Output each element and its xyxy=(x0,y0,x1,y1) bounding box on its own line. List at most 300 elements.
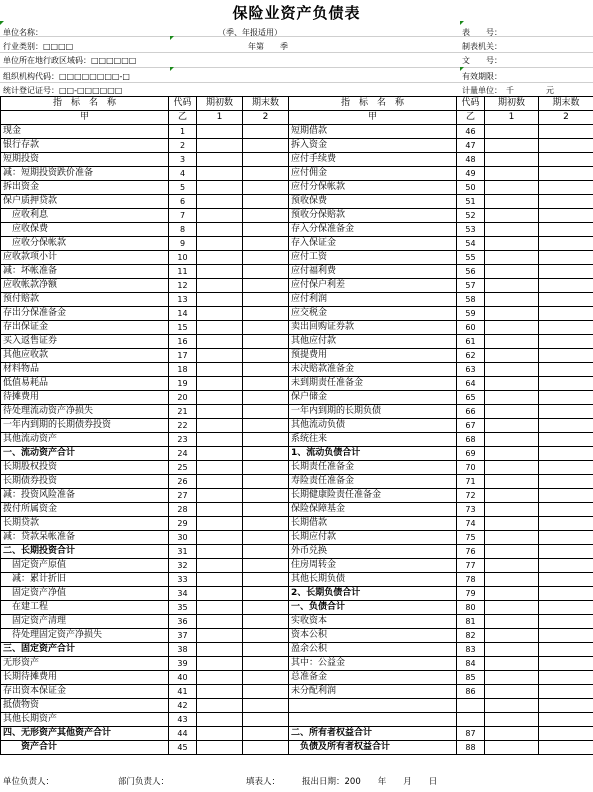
liability-begin-value xyxy=(485,727,539,741)
table-row xyxy=(1,713,593,727)
liability-begin-value xyxy=(485,447,539,461)
liability-end-value xyxy=(539,419,593,433)
asset-begin-value xyxy=(197,545,243,559)
liability-item-name: 总准备金 xyxy=(289,671,457,685)
table-row xyxy=(1,265,593,279)
liability-end-value xyxy=(539,209,593,223)
liability-end-value xyxy=(539,349,593,363)
table-body xyxy=(1,97,593,755)
liability-item-name: 二、所有者权益合计 xyxy=(289,727,457,741)
liability-item-name: 2、长期负债合计 xyxy=(289,587,457,601)
asset-end-value xyxy=(243,419,289,433)
liability-item-name: 其他长期负债 xyxy=(289,573,457,587)
asset-begin-value xyxy=(197,335,243,349)
liability-item-name: 长期责任准备金 xyxy=(289,461,457,475)
liability-end-value xyxy=(539,629,593,643)
asset-item-name: 长期贷款 xyxy=(1,517,169,531)
asset-begin-value xyxy=(197,251,243,265)
liability-item-name: 寿险责任准备金 xyxy=(289,475,457,489)
asset-begin-value xyxy=(197,195,243,209)
liability-end-value xyxy=(539,699,593,713)
asset-item-code: 41 xyxy=(169,685,197,699)
asset-end-value xyxy=(243,643,289,657)
liability-item-name: 保户储金 xyxy=(289,391,457,405)
table-row xyxy=(1,377,593,391)
table-row xyxy=(1,447,593,461)
asset-item-name: 应收分保帐款 xyxy=(1,237,169,251)
liability-end-value xyxy=(539,377,593,391)
asset-begin-value xyxy=(197,517,243,531)
liability-begin-value xyxy=(485,237,539,251)
table-row xyxy=(1,727,593,741)
table-row xyxy=(1,223,593,237)
asset-end-value xyxy=(243,433,289,447)
col-header-end-right: 期末数 xyxy=(539,97,593,111)
liability-item-name: 拆入资金 xyxy=(289,139,457,153)
asset-end-value xyxy=(243,475,289,489)
liability-begin-value xyxy=(485,195,539,209)
asset-item-name: 低值易耗品 xyxy=(1,377,169,391)
liability-item-name: 应交税金 xyxy=(289,307,457,321)
asset-begin-value xyxy=(197,713,243,727)
asset-item-code: 35 xyxy=(169,601,197,615)
table-row xyxy=(1,195,593,209)
asset-item-code: 36 xyxy=(169,615,197,629)
table-row xyxy=(1,699,593,713)
asset-item-code: 39 xyxy=(169,657,197,671)
asset-item-code: 45 xyxy=(169,741,197,755)
asset-item-name: 减：投资风险准备 xyxy=(1,489,169,503)
table-row xyxy=(1,139,593,153)
unit-of-measure-label: 计量单位： 千 元 xyxy=(462,86,554,95)
liability-item-name: 预提费用 xyxy=(289,349,457,363)
liability-end-value xyxy=(539,391,593,405)
liability-item-code: 49 xyxy=(457,167,485,181)
asset-item-code: 44 xyxy=(169,727,197,741)
asset-item-name: 长期股权投资 xyxy=(1,461,169,475)
table-row xyxy=(1,489,593,503)
liability-item-code: 75 xyxy=(457,531,485,545)
liability-item-name: 卖出回购证券款 xyxy=(289,321,457,335)
form-number-label: 表 号： xyxy=(462,28,502,37)
col-index-yi-left: 乙 xyxy=(169,111,197,125)
liability-end-value xyxy=(539,531,593,545)
liability-end-value xyxy=(539,671,593,685)
form-title: 保险业资产负债表 xyxy=(232,4,361,22)
validity-label: 有效期限： xyxy=(462,72,502,81)
liability-item-name: 应付分保帐款 xyxy=(289,181,457,195)
asset-begin-value xyxy=(197,601,243,615)
asset-item-name: 一年内到期的长期债券投资 xyxy=(1,419,169,433)
asset-item-name: 减：短期投资跌价准备 xyxy=(1,167,169,181)
liability-begin-value xyxy=(485,475,539,489)
table-row xyxy=(1,349,593,363)
table-row xyxy=(1,671,593,685)
liability-begin-value xyxy=(485,265,539,279)
liability-begin-value xyxy=(485,209,539,223)
asset-end-value xyxy=(243,587,289,601)
asset-end-value xyxy=(243,125,289,139)
asset-begin-value xyxy=(197,139,243,153)
asset-end-value xyxy=(243,209,289,223)
liability-begin-value xyxy=(485,405,539,419)
liability-item-code: 63 xyxy=(457,363,485,377)
table-row xyxy=(1,601,593,615)
liability-item-code: 55 xyxy=(457,251,485,265)
liability-begin-value xyxy=(485,629,539,643)
asset-item-code: 14 xyxy=(169,307,197,321)
asset-item-code: 24 xyxy=(169,447,197,461)
document-number-label: 文 号： xyxy=(462,56,502,65)
table-row xyxy=(1,475,593,489)
liability-item-code: 74 xyxy=(457,517,485,531)
asset-end-value xyxy=(243,657,289,671)
liability-item-name: 一、负债合计 xyxy=(289,601,457,615)
liability-end-value xyxy=(539,503,593,517)
liability-item-code: 56 xyxy=(457,265,485,279)
asset-item-name: 四、无形资产其他资产合计 xyxy=(1,727,169,741)
footer-report-date: 报出日期：200 年 月 日 xyxy=(302,777,438,787)
liability-item-code: 77 xyxy=(457,559,485,573)
asset-end-value xyxy=(243,699,289,713)
liability-end-value xyxy=(539,573,593,587)
liability-item-name: 保险保障基金 xyxy=(289,503,457,517)
liability-end-value xyxy=(539,251,593,265)
asset-end-value xyxy=(243,601,289,615)
column-header-row xyxy=(1,97,593,111)
asset-end-value xyxy=(243,517,289,531)
liability-item-code: 81 xyxy=(457,615,485,629)
liability-item-name: 盈余公积 xyxy=(289,643,457,657)
asset-begin-value xyxy=(197,223,243,237)
liability-end-value xyxy=(539,489,593,503)
liability-item-code: 78 xyxy=(457,573,485,587)
table-row xyxy=(1,307,593,321)
liability-begin-value xyxy=(485,713,539,727)
liability-item-code: 71 xyxy=(457,475,485,489)
asset-item-code: 34 xyxy=(169,587,197,601)
org-code-label: 组织机构代码：□□□□□□□□-□ xyxy=(3,72,130,81)
asset-end-value xyxy=(243,307,289,321)
asset-end-value xyxy=(243,559,289,573)
liability-begin-value xyxy=(485,279,539,293)
liability-item-code: 46 xyxy=(457,125,485,139)
asset-begin-value xyxy=(197,419,243,433)
liability-end-value xyxy=(539,279,593,293)
asset-item-name: 材料物品 xyxy=(1,363,169,377)
asset-end-value xyxy=(243,405,289,419)
liability-end-value xyxy=(539,461,593,475)
asset-end-value xyxy=(243,713,289,727)
asset-item-name: 银行存款 xyxy=(1,139,169,153)
region-code-label: 单位所在地行政区域码：□□□□□□ xyxy=(3,56,137,65)
liability-end-value xyxy=(539,139,593,153)
asset-item-code: 31 xyxy=(169,545,197,559)
liability-item-code: 88 xyxy=(457,741,485,755)
asset-begin-value xyxy=(197,489,243,503)
table-row xyxy=(1,685,593,699)
asset-item-code: 6 xyxy=(169,195,197,209)
liability-item-code: 57 xyxy=(457,279,485,293)
asset-begin-value xyxy=(197,181,243,195)
asset-begin-value xyxy=(197,727,243,741)
liability-end-value xyxy=(539,405,593,419)
col-index-1-left: 1 xyxy=(197,111,243,125)
col-index-2-right: 2 xyxy=(539,111,593,125)
asset-item-name: 拨付所属资金 xyxy=(1,503,169,517)
table-row xyxy=(1,587,593,601)
asset-end-value xyxy=(243,685,289,699)
table-row xyxy=(1,657,593,671)
liability-item-code: 67 xyxy=(457,419,485,433)
column-index-row xyxy=(1,111,593,125)
liability-begin-value xyxy=(485,685,539,699)
col-header-begin-left: 期初数 xyxy=(197,97,243,111)
asset-item-name: 无形资产 xyxy=(1,657,169,671)
liability-end-value xyxy=(539,615,593,629)
asset-item-name: 减：累计折旧 xyxy=(1,573,169,587)
liability-end-value xyxy=(539,475,593,489)
asset-item-code: 30 xyxy=(169,531,197,545)
liability-item-code: 58 xyxy=(457,293,485,307)
unit-name-label: 单位名称： xyxy=(3,28,43,37)
liability-begin-value xyxy=(485,391,539,405)
asset-item-name: 存出资本保证金 xyxy=(1,685,169,699)
liability-item-code: 54 xyxy=(457,237,485,251)
liability-end-value xyxy=(539,727,593,741)
liability-item-name: 其中：公益金 xyxy=(289,657,457,671)
asset-end-value xyxy=(243,629,289,643)
liability-begin-value xyxy=(485,181,539,195)
asset-item-code: 37 xyxy=(169,629,197,643)
asset-begin-value xyxy=(197,377,243,391)
asset-end-value xyxy=(243,139,289,153)
liability-item-code: 59 xyxy=(457,307,485,321)
asset-begin-value xyxy=(197,321,243,335)
asset-item-code: 29 xyxy=(169,517,197,531)
liability-item-code: 51 xyxy=(457,195,485,209)
liability-item-code: 69 xyxy=(457,447,485,461)
stat-code-label: 统计登记证号：□□-□□□□□□ xyxy=(3,86,123,95)
col-header-begin-right: 期初数 xyxy=(485,97,539,111)
asset-item-code: 33 xyxy=(169,573,197,587)
asset-item-code: 28 xyxy=(169,503,197,517)
asset-begin-value xyxy=(197,741,243,755)
asset-end-value xyxy=(243,349,289,363)
col-index-jia-left: 甲 xyxy=(1,111,169,125)
liability-item-code: 60 xyxy=(457,321,485,335)
asset-begin-value xyxy=(197,573,243,587)
liability-item-code: 82 xyxy=(457,629,485,643)
asset-item-name: 长期债券投资 xyxy=(1,475,169,489)
liability-item-name: 未到期责任准备金 xyxy=(289,377,457,391)
liability-begin-value xyxy=(485,699,539,713)
col-header-code-right: 代码 xyxy=(457,97,485,111)
asset-end-value xyxy=(243,181,289,195)
asset-end-value xyxy=(243,615,289,629)
asset-item-code: 7 xyxy=(169,209,197,223)
liability-begin-value xyxy=(485,307,539,321)
liability-begin-value xyxy=(485,531,539,545)
asset-item-code: 40 xyxy=(169,671,197,685)
liability-item-code: 61 xyxy=(457,335,485,349)
table-row xyxy=(1,181,593,195)
liability-item-name: 外币兑换 xyxy=(289,545,457,559)
liability-begin-value xyxy=(485,615,539,629)
liability-item-code: 50 xyxy=(457,181,485,195)
balance-sheet-table xyxy=(0,96,593,755)
liability-item-name: 资本公积 xyxy=(289,629,457,643)
asset-item-name: 应收款项小计 xyxy=(1,251,169,265)
liability-end-value xyxy=(539,167,593,181)
liability-item-name: 存入保证金 xyxy=(289,237,457,251)
table-row xyxy=(1,419,593,433)
liability-begin-value xyxy=(485,419,539,433)
liability-item-code: 85 xyxy=(457,671,485,685)
table-row xyxy=(1,503,593,517)
asset-item-code: 17 xyxy=(169,349,197,363)
period-note: （季、年报适用） xyxy=(218,28,282,37)
liability-item-code: 70 xyxy=(457,461,485,475)
liability-item-name: 应付佣金 xyxy=(289,167,457,181)
asset-end-value xyxy=(243,223,289,237)
asset-item-code: 12 xyxy=(169,279,197,293)
footer-unit-head: 单位负责人： xyxy=(3,777,55,787)
asset-item-name: 应收保费 xyxy=(1,223,169,237)
table-row xyxy=(1,293,593,307)
asset-item-code: 32 xyxy=(169,559,197,573)
liability-end-value xyxy=(539,643,593,657)
liability-end-value xyxy=(539,335,593,349)
table-row xyxy=(1,433,593,447)
liability-begin-value xyxy=(485,433,539,447)
asset-end-value xyxy=(243,377,289,391)
asset-item-name: 固定资产净值 xyxy=(1,587,169,601)
liability-end-value xyxy=(539,363,593,377)
col-header-item-right: 指 标 名 称 xyxy=(289,97,457,111)
asset-end-value xyxy=(243,167,289,181)
asset-end-value xyxy=(243,153,289,167)
asset-end-value xyxy=(243,251,289,265)
asset-item-name: 一、流动资产合计 xyxy=(1,447,169,461)
table-row xyxy=(1,363,593,377)
liability-end-value xyxy=(539,237,593,251)
table-row xyxy=(1,251,593,265)
liability-begin-value xyxy=(485,587,539,601)
asset-end-value xyxy=(243,321,289,335)
liability-item-name xyxy=(289,699,457,713)
table-row xyxy=(1,279,593,293)
asset-item-name: 其他应收款 xyxy=(1,349,169,363)
liability-item-name xyxy=(289,713,457,727)
asset-item-name: 保户质押贷款 xyxy=(1,195,169,209)
asset-item-name: 预付赔款 xyxy=(1,293,169,307)
liability-item-code: 84 xyxy=(457,657,485,671)
liability-begin-value xyxy=(485,643,539,657)
table-row xyxy=(1,335,593,349)
asset-item-name: 三、固定资产合计 xyxy=(1,643,169,657)
asset-item-code: 9 xyxy=(169,237,197,251)
table-row xyxy=(1,405,593,419)
asset-item-code: 13 xyxy=(169,293,197,307)
asset-begin-value xyxy=(197,265,243,279)
liability-begin-value xyxy=(485,167,539,181)
liability-begin-value xyxy=(485,461,539,475)
col-header-end-left: 期末数 xyxy=(243,97,289,111)
table-row xyxy=(1,391,593,405)
liability-item-name: 应付工资 xyxy=(289,251,457,265)
liability-item-name: 未决赔款准备金 xyxy=(289,363,457,377)
asset-item-code: 23 xyxy=(169,433,197,447)
asset-begin-value xyxy=(197,475,243,489)
asset-item-code: 16 xyxy=(169,335,197,349)
liability-begin-value xyxy=(485,377,539,391)
table-row xyxy=(1,125,593,139)
asset-begin-value xyxy=(197,405,243,419)
asset-end-value xyxy=(243,293,289,307)
col-index-1-right: 1 xyxy=(485,111,539,125)
liability-item-code: 83 xyxy=(457,643,485,657)
table-row xyxy=(1,321,593,335)
asset-end-value xyxy=(243,489,289,503)
asset-end-value xyxy=(243,741,289,755)
liability-item-code: 72 xyxy=(457,489,485,503)
liability-begin-value xyxy=(485,601,539,615)
asset-end-value xyxy=(243,279,289,293)
liability-end-value xyxy=(539,181,593,195)
col-header-code-left: 代码 xyxy=(169,97,197,111)
liability-item-code: 68 xyxy=(457,433,485,447)
table-row xyxy=(1,629,593,643)
asset-begin-value xyxy=(197,391,243,405)
asset-begin-value xyxy=(197,531,243,545)
liability-end-value xyxy=(539,545,593,559)
liability-end-value xyxy=(539,741,593,755)
asset-item-code: 25 xyxy=(169,461,197,475)
liability-item-name: 应付福利费 xyxy=(289,265,457,279)
asset-item-name: 现金 xyxy=(1,125,169,139)
liability-end-value xyxy=(539,685,593,699)
asset-end-value xyxy=(243,237,289,251)
liability-item-code: 47 xyxy=(457,139,485,153)
liability-begin-value xyxy=(485,517,539,531)
year-quarter-label: 年第 季 xyxy=(248,42,288,51)
liability-begin-value xyxy=(485,139,539,153)
asset-item-name: 固定资产清理 xyxy=(1,615,169,629)
liability-item-code: 65 xyxy=(457,391,485,405)
liability-item-name: 预收保费 xyxy=(289,195,457,209)
asset-item-name: 待摊费用 xyxy=(1,391,169,405)
liability-item-code xyxy=(457,699,485,713)
liability-item-name: 存入分保准备金 xyxy=(289,223,457,237)
liability-item-code: 52 xyxy=(457,209,485,223)
liability-begin-value xyxy=(485,335,539,349)
liability-begin-value xyxy=(485,657,539,671)
table-row xyxy=(1,531,593,545)
liability-end-value xyxy=(539,657,593,671)
table-row xyxy=(1,643,593,657)
table-row xyxy=(1,573,593,587)
asset-begin-value xyxy=(197,363,243,377)
asset-item-name: 长期待摊费用 xyxy=(1,671,169,685)
asset-item-name: 存出保证金 xyxy=(1,321,169,335)
liability-item-code: 76 xyxy=(457,545,485,559)
asset-item-name: 应收帐款净额 xyxy=(1,279,169,293)
col-index-jia-right: 甲 xyxy=(289,111,457,125)
asset-item-code: 2 xyxy=(169,139,197,153)
asset-item-name: 待处理流动资产净损失 xyxy=(1,405,169,419)
liability-item-code: 86 xyxy=(457,685,485,699)
